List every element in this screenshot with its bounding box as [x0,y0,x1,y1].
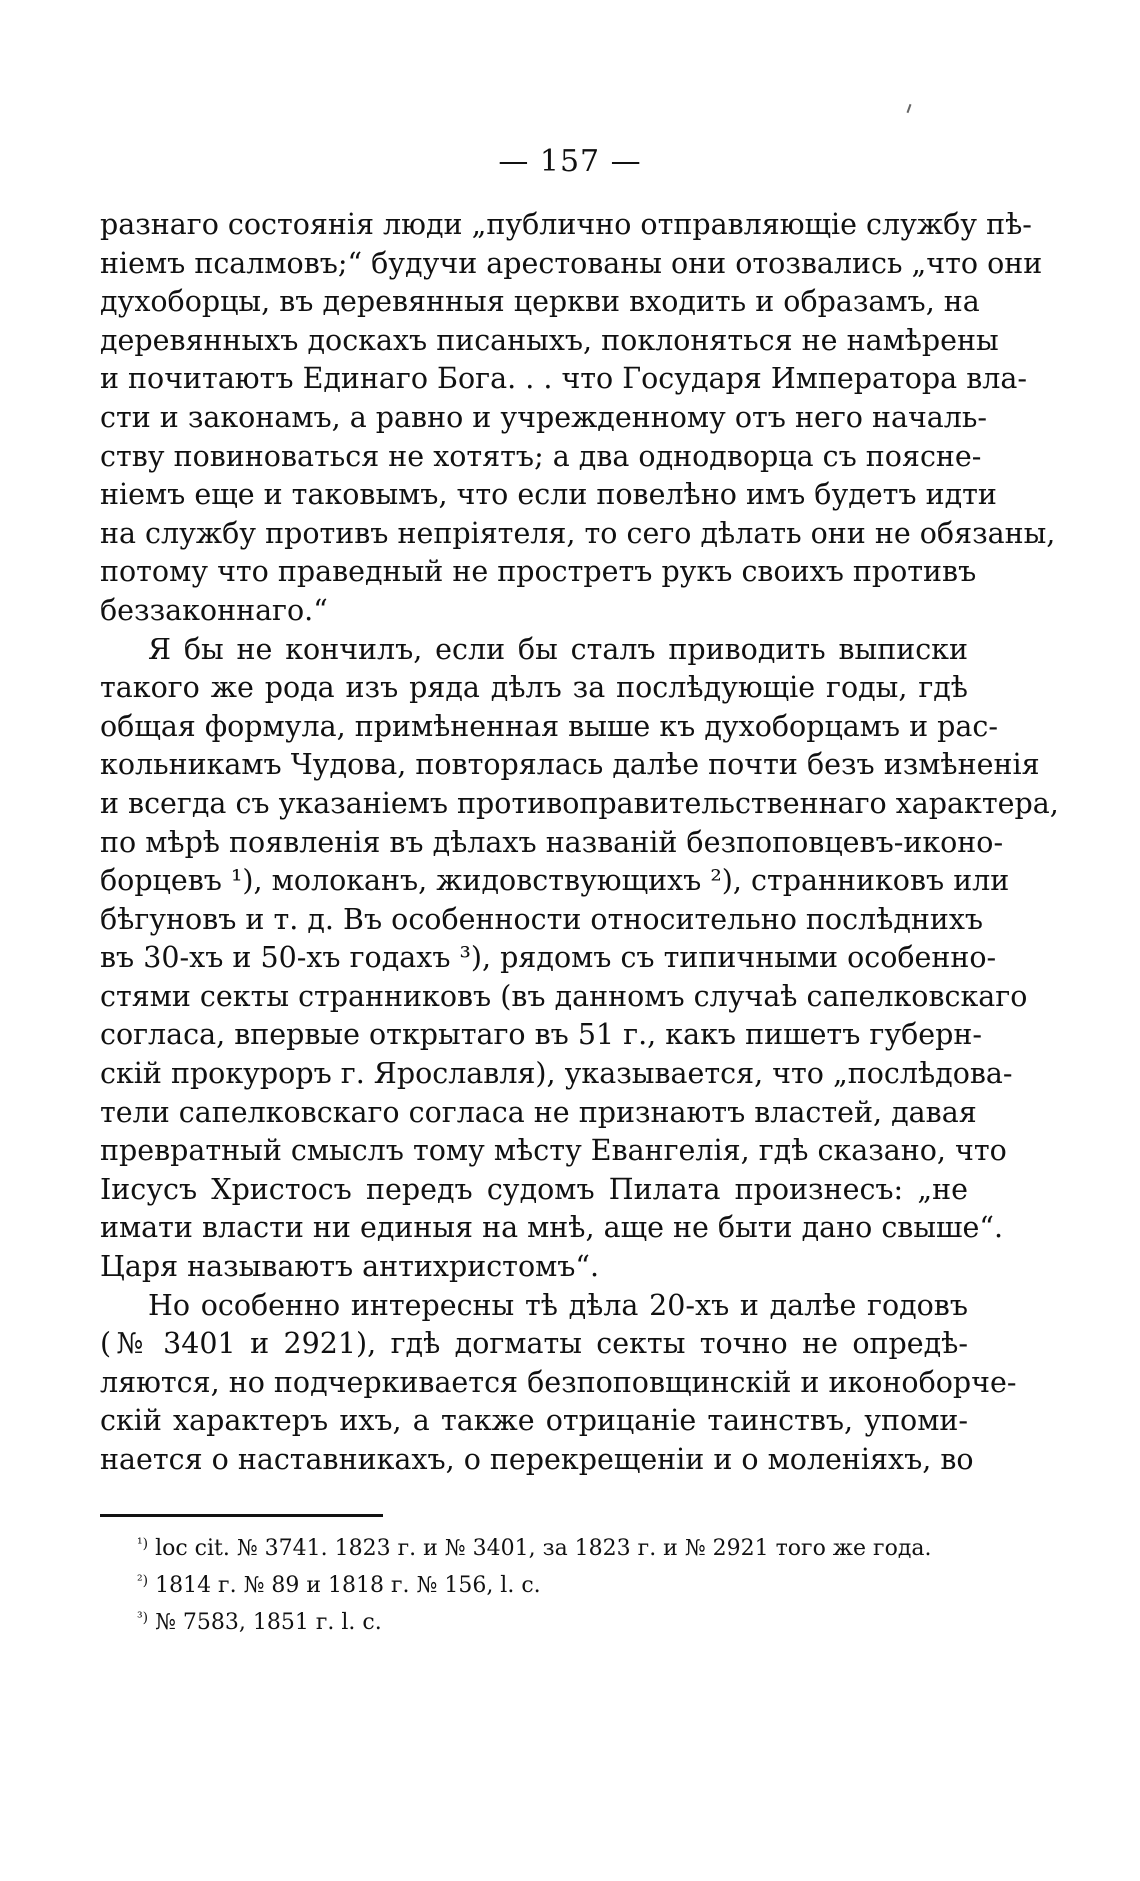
text-line: ству повиноваться не хотятъ; а два однодворца съ поясне- [100,439,982,473]
text-line: Но особенно интересны тѣ дѣла 20-хъ и далѣе годовъ [148,1288,968,1322]
text-line: общая формула, примѣненная выше къ духоборцамъ и рас- [100,709,999,743]
text-line: превратный смыслъ тому мѣсту Евангелія, гдѣ сказано, что [100,1134,1007,1168]
text-line: (№ 3401 и 2921), гдѣ догматы секты точно не опредѣ- [100,1327,968,1361]
text-line: и всегда съ указаніемъ противоправительственнаго характера, [100,786,1059,820]
text-line: такого же рода изъ ряда дѣлъ за послѣдующіе годы, гдѣ [100,671,968,705]
footnote-marker: ²) [137,1573,149,1589]
footnote-text: № 7583, 1851 г. l. c. [148,1610,382,1635]
text-line: имати власти ни единыя на мнѣ, аще не быти дано свыше“. [100,1211,1004,1245]
scan-speck [907,104,912,113]
footnote-divider [100,1514,383,1517]
footnote [137,1528,977,1565]
text-line: духоборцы, въ деревянныя церкви входить и образамъ, на [100,285,980,319]
text-line: беззаконнаго.“ [100,593,328,627]
footnotes [137,1528,977,1639]
text-line: кольникамъ Чудова, повторялась далѣе почти безъ измѣненія [100,748,1040,782]
text-line: ніемъ псалмовъ;“ будучи арестованы они отозвались „что они [100,246,1043,280]
text-line: сти и законамъ, а равно и учрежденному отъ него началь- [100,400,988,434]
text-line: ляются, но подчеркивается безпоповщинскій и иконоборче- [100,1365,1017,1399]
text-line: Іисусъ Христосъ передъ судомъ Пилата произнесъ: „не [100,1172,968,1206]
footnote-marker: ³) [137,1610,149,1626]
footnote [137,1565,977,1602]
text-line: стями секты странниковъ (въ данномъ случаѣ сапелковскаго [100,979,1028,1013]
text-line: по мѣрѣ появленія въ дѣлахъ названій безпоповцевъ-иконо- [100,825,1004,859]
text-line: и почитаютъ Единаго Бога. . . что Государя Императора вла- [100,362,1027,396]
text-line: борцевъ ¹), молоканъ, жидовствующихъ ²), странниковъ или [100,864,1010,898]
text-line: на службу противъ непріятеля, то сего дѣлать они не обязаны, [100,516,1056,550]
text-line: разнаго состоянія люди „публично отправляющіе службу пѣ- [100,208,1032,241]
text-line: бѣгуновъ и т. д. Въ особенности относительно послѣднихъ [100,902,984,936]
text-line: скій характеръ ихъ, а также отрицаніе таинствъ, упоми- [100,1404,968,1438]
body-text [100,206,1059,1480]
text-line: Царя называютъ антихристомъ“. [100,1250,600,1284]
text-line: деревянныхъ доскахъ писаныхъ, поклоняться не намѣрены [100,323,999,357]
text-line: скій прокуроръ г. Ярославля), указывается, что „послѣдова- [100,1057,1013,1091]
text-line: согласа, впервые открытаго въ 51 г., какъ пишетъ губерн- [100,1018,982,1052]
page-number: — 157 — [498,144,642,179]
text-line: въ 30-хъ и 50-хъ годахъ ³), рядомъ съ типичными особенно- [100,941,997,975]
text-line: потому что праведный не простретъ рукъ своихъ противъ [100,555,977,589]
footnote-marker: ¹) [137,1536,149,1552]
footnote-text: 1814 г. № 89 и 1818 г. № 156, l. c. [148,1573,541,1598]
text-line: ніемъ еще и таковымъ, что если повелѣно имъ будетъ идти [100,478,997,512]
text-line: Я бы не кончилъ, если бы сталъ приводить выписки [148,632,968,666]
footnote [137,1602,977,1639]
text-line: тели сапелковскаго согласа не признаютъ властей, давая [100,1095,977,1129]
text-line: нается о наставникахъ, о перекрещеніи и о моленіяхъ, во [100,1443,974,1476]
footnote-text: loc cit. № 3741. 1823 г. и № 3401, за 1823 г. и № 2921 того же года. [148,1536,932,1561]
